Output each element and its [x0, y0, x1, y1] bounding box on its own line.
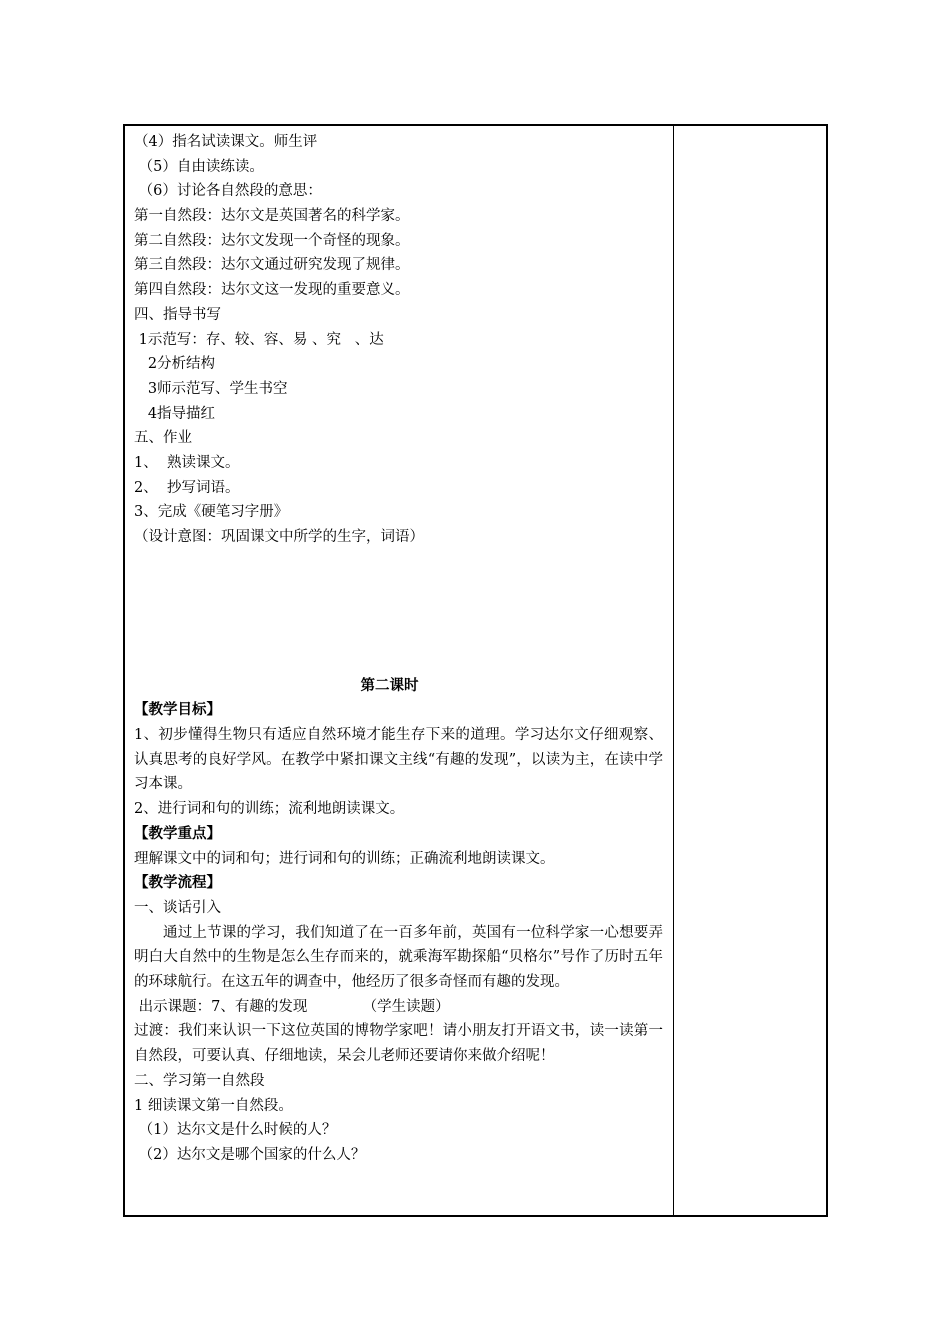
flow-heading: 【教学流程】 [134, 875, 221, 892]
text-line: 4指导描红 [134, 405, 216, 422]
text-line: （设计意图：巩固课文中所学的生字，词语） [134, 529, 424, 545]
text-line: （5）自由读练读。 [134, 158, 264, 175]
goal-paragraph: 1、初步懂得生物只有适应自然环境才能生存下来的道理。学习达尔文仔细观察、认真思考的良好学风。在教学中紧扣课文主线“有趣的发现”，以读为主，在读中学习本课。 [134, 727, 663, 793]
text-line: 第四自然段：达尔文这一发现的重要意义。 [134, 282, 410, 299]
text-line: 1 细读课文第一自然段。 [134, 1097, 293, 1114]
text-line: （4）指名试读课文。师生评 [134, 134, 318, 150]
text-line: 2分析结构 [134, 356, 216, 373]
text-line: 第一自然段：达尔文是英国著名的科学家。 [134, 208, 410, 225]
goal-paragraph: 2、进行词和句的训练；流利地朗读课文。 [134, 801, 405, 818]
step-heading: 一、谈话引入 [134, 899, 221, 916]
blank-space [134, 550, 673, 674]
key-points-heading: 【教学重点】 [134, 825, 221, 842]
text-line: 3师示范写、学生书空 [134, 380, 288, 397]
transition-paragraph: 过渡：我们来认识一下这位英国的博物学家吧！请小朋友打开语文书，读一读第一自然段，可要认真、仔细地读，呆会儿老师还要请你来做介绍呢！ [134, 1023, 663, 1065]
lesson-plan-table [123, 124, 828, 1217]
text-line: 第二自然段：达尔文发现一个奇怪的现象。 [134, 232, 410, 249]
step-heading: 二、学习第一自然段 [134, 1072, 265, 1089]
question-line: （2）达尔文是哪个国家的什么人？ [134, 1146, 366, 1163]
key-points-text: 理解课文中的词和句；进行词和句的训练；正确流利地朗读课文。 [134, 850, 555, 867]
section-heading: 五、作业 [134, 430, 192, 447]
text-line: 3、完成《硬笔习字册》 [134, 504, 289, 521]
section-heading: 四、指导书写 [134, 306, 221, 323]
text-line: 第三自然段：达尔文通过研究发现了规律。 [134, 257, 410, 274]
text-line: （6）讨论各自然段的意思： [134, 183, 322, 200]
intro-paragraph: 通过上节课的学习，我们知道了在一百多年前，英国有一位科学家一心想要弄明白大自然中的生物是怎么生存而来的，就乘海军勘探船“贝格尔”号作了历时五年的环球航行。在这五年的调查中，他经历了很多奇怪而有趣的发现。 [134, 924, 663, 991]
notes-column [674, 126, 826, 1215]
text-line: 1示范写：存、较、容、易 、究 、达 [134, 331, 384, 348]
main-content-column [125, 126, 674, 1215]
lesson-title: 第二课时 [360, 677, 419, 694]
show-title-line: 出示课题：7、有趣的发现 （学生读题） [134, 998, 450, 1015]
text-line: 2、 抄写词语。 [134, 479, 240, 496]
text-line: 1、 熟读课文。 [134, 454, 240, 471]
goals-heading: 【教学目标】 [134, 702, 221, 719]
question-line: （1）达尔文是什么时候的人？ [134, 1122, 337, 1139]
